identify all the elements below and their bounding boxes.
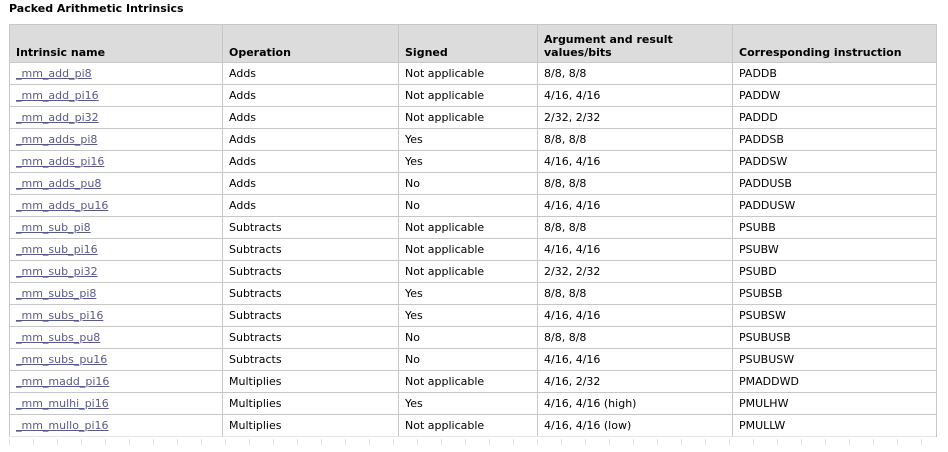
- cell-instruction: PADDB: [733, 63, 937, 85]
- intrinsic-link[interactable]: _mm_sub_pi16: [16, 243, 98, 256]
- intrinsic-link[interactable]: _mm_mullo_pi16: [16, 419, 109, 432]
- cell-operation: Adds: [223, 195, 399, 217]
- column-header-operation: Operation: [223, 25, 399, 63]
- cell-intrinsic-name: [10, 217, 223, 239]
- cell-operation: Subtracts: [223, 239, 399, 261]
- table-row: [10, 261, 937, 283]
- cell-signed: Yes: [399, 283, 538, 305]
- cell-intrinsic-name: [10, 415, 223, 437]
- cell-intrinsic-name: [10, 393, 223, 415]
- column-header-instruction: Corresponding instruction: [733, 25, 937, 63]
- cell-instruction: PADDD: [733, 107, 937, 129]
- intrinsic-link[interactable]: _mm_subs_pu16: [16, 353, 108, 366]
- column-header-intrinsic-name: Intrinsic name: [10, 25, 223, 63]
- intrinsic-link[interactable]: _mm_adds_pi16: [16, 155, 105, 168]
- intrinsic-link[interactable]: _mm_madd_pi16: [16, 375, 110, 388]
- table-body: [10, 63, 937, 437]
- cell-operation: Subtracts: [223, 327, 399, 349]
- intrinsic-link[interactable]: _mm_add_pi32: [16, 111, 99, 124]
- column-header-signed: Signed: [399, 25, 538, 63]
- cell-operation: Subtracts: [223, 283, 399, 305]
- cell-signed: No: [399, 173, 538, 195]
- cell-bits: 8/8, 8/8: [538, 129, 733, 151]
- cell-signed: Not applicable: [399, 63, 538, 85]
- cell-bits: 4/16, 4/16: [538, 195, 733, 217]
- cell-bits: 8/8, 8/8: [538, 283, 733, 305]
- cell-signed: Yes: [399, 393, 538, 415]
- cell-operation: Subtracts: [223, 305, 399, 327]
- table-row: [10, 63, 937, 85]
- intrinsic-link[interactable]: _mm_subs_pi8: [16, 287, 97, 300]
- cell-bits: 4/16, 4/16: [538, 305, 733, 327]
- cell-intrinsic-name: [10, 173, 223, 195]
- table-row: [10, 129, 937, 151]
- cell-bits: 4/16, 2/32: [538, 371, 733, 393]
- cell-bits: 8/8, 8/8: [538, 63, 733, 85]
- table-row: [10, 85, 937, 107]
- cell-operation: Subtracts: [223, 217, 399, 239]
- cell-operation: Adds: [223, 173, 399, 195]
- intrinsic-link[interactable]: _mm_mulhi_pi16: [16, 397, 109, 410]
- cell-signed: No: [399, 349, 538, 371]
- cell-signed: Not applicable: [399, 85, 538, 107]
- intrinsic-link[interactable]: _mm_adds_pu8: [16, 177, 102, 190]
- cell-operation: Adds: [223, 63, 399, 85]
- cell-signed: Yes: [399, 151, 538, 173]
- cell-instruction: PADDSB: [733, 129, 937, 151]
- intrinsics-table: [9, 24, 937, 437]
- cell-bits: 4/16, 4/16 (high): [538, 393, 733, 415]
- table-row: [10, 415, 937, 437]
- intrinsic-link[interactable]: _mm_adds_pi8: [16, 133, 98, 146]
- cell-bits: 4/16, 4/16 (low): [538, 415, 733, 437]
- cell-intrinsic-name: [10, 283, 223, 305]
- table-header-row: [10, 25, 937, 63]
- intrinsic-link[interactable]: _mm_adds_pu16: [16, 199, 109, 212]
- cell-intrinsic-name: [10, 349, 223, 371]
- cell-signed: Not applicable: [399, 371, 538, 393]
- cell-signed: Not applicable: [399, 415, 538, 437]
- table-row: [10, 305, 937, 327]
- cell-instruction: PMADDWD: [733, 371, 937, 393]
- intrinsic-link[interactable]: _mm_add_pi16: [16, 89, 99, 102]
- table-row: [10, 217, 937, 239]
- intrinsic-link[interactable]: _mm_subs_pu8: [16, 331, 101, 344]
- cell-signed: Yes: [399, 305, 538, 327]
- page-title: Packed Arithmetic Intrinsics: [9, 2, 184, 15]
- intrinsic-link[interactable]: _mm_add_pi8: [16, 67, 92, 80]
- cell-bits: 8/8, 8/8: [538, 217, 733, 239]
- table-row: [10, 195, 937, 217]
- cell-intrinsic-name: [10, 305, 223, 327]
- cell-signed: Yes: [399, 129, 538, 151]
- cell-operation: Subtracts: [223, 349, 399, 371]
- cell-intrinsic-name: [10, 85, 223, 107]
- table-row: [10, 173, 937, 195]
- table-row: [10, 151, 937, 173]
- cell-intrinsic-name: [10, 151, 223, 173]
- column-header-bits: Argument and result values/bits: [538, 25, 733, 63]
- cell-signed: Not applicable: [399, 217, 538, 239]
- cell-operation: Multiplies: [223, 393, 399, 415]
- intrinsic-link[interactable]: _mm_sub_pi32: [16, 265, 98, 278]
- cell-instruction: PSUBUSW: [733, 349, 937, 371]
- cell-operation: Subtracts: [223, 261, 399, 283]
- cell-instruction: PMULLW: [733, 415, 937, 437]
- cell-signed: Not applicable: [399, 261, 538, 283]
- cell-instruction: PSUBSW: [733, 305, 937, 327]
- cell-intrinsic-name: [10, 63, 223, 85]
- footer-divider: [9, 436, 936, 445]
- cell-instruction: PMULHW: [733, 393, 937, 415]
- cell-operation: Adds: [223, 107, 399, 129]
- cell-intrinsic-name: [10, 107, 223, 129]
- table-row: [10, 107, 937, 129]
- cell-instruction: PSUBW: [733, 239, 937, 261]
- cell-bits: 4/16, 4/16: [538, 151, 733, 173]
- cell-intrinsic-name: [10, 327, 223, 349]
- cell-bits: 8/8, 8/8: [538, 173, 733, 195]
- cell-bits: 2/32, 2/32: [538, 261, 733, 283]
- cell-instruction: PADDUSB: [733, 173, 937, 195]
- cell-instruction: PSUBD: [733, 261, 937, 283]
- table-row: [10, 349, 937, 371]
- cell-signed: No: [399, 327, 538, 349]
- cell-signed: Not applicable: [399, 107, 538, 129]
- cell-instruction: PSUBUSB: [733, 327, 937, 349]
- cell-bits: 4/16, 4/16: [538, 349, 733, 371]
- intrinsic-link[interactable]: _mm_sub_pi8: [16, 221, 91, 234]
- cell-operation: Multiplies: [223, 371, 399, 393]
- cell-signed: No: [399, 195, 538, 217]
- cell-operation: Adds: [223, 129, 399, 151]
- table-row: [10, 393, 937, 415]
- cell-intrinsic-name: [10, 371, 223, 393]
- cell-instruction: PADDW: [733, 85, 937, 107]
- table-row: [10, 327, 937, 349]
- cell-instruction: PADDSW: [733, 151, 937, 173]
- cell-intrinsic-name: [10, 195, 223, 217]
- cell-intrinsic-name: [10, 129, 223, 151]
- cell-intrinsic-name: [10, 261, 223, 283]
- cell-instruction: PADDUSW: [733, 195, 937, 217]
- cell-intrinsic-name: [10, 239, 223, 261]
- intrinsic-link[interactable]: _mm_subs_pi16: [16, 309, 104, 322]
- cell-instruction: PSUBB: [733, 217, 937, 239]
- cell-operation: Multiplies: [223, 415, 399, 437]
- table-row: [10, 371, 937, 393]
- table-row: [10, 239, 937, 261]
- cell-bits: 4/16, 4/16: [538, 85, 733, 107]
- table-row: [10, 283, 937, 305]
- cell-operation: Adds: [223, 85, 399, 107]
- cell-bits: 4/16, 4/16: [538, 239, 733, 261]
- cell-bits: 2/32, 2/32: [538, 107, 733, 129]
- cell-bits: 8/8, 8/8: [538, 327, 733, 349]
- cell-operation: Adds: [223, 151, 399, 173]
- cell-instruction: PSUBSB: [733, 283, 937, 305]
- cell-signed: Not applicable: [399, 239, 538, 261]
